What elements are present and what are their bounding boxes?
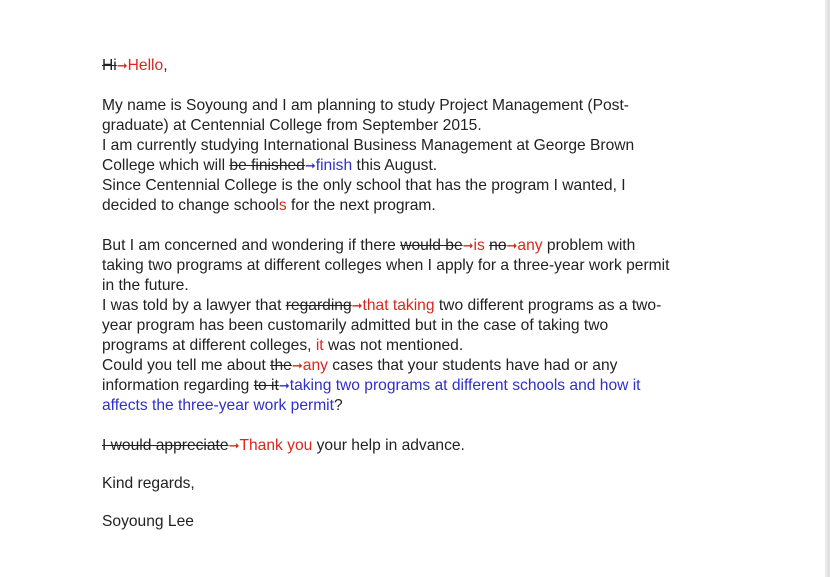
text-line: taking two programs at different colleges when I apply for a three-year work permit [102, 257, 670, 274]
text-line: affects the three-year work permit? [102, 397, 343, 414]
deleted-text: I would appreciate [102, 437, 229, 454]
letter-body [102, 56, 722, 532]
text-line: year program has been customarily admitted but in the case of taking two [102, 317, 609, 334]
blue-arrow-icon: ➞ [304, 158, 316, 173]
signature-line: Soyoung Lee [102, 513, 194, 530]
inserted-text: taking two programs at different schools and how it [289, 377, 641, 394]
red-arrow-icon: ➞ [462, 238, 474, 253]
inserted-text: is [473, 237, 485, 254]
text-line: in the future. [102, 277, 189, 294]
inserted-text: any [517, 237, 543, 254]
red-arrow-icon: ➞ [351, 298, 363, 313]
page-edge-shadow [825, 0, 830, 577]
inserted-text: that taking [362, 297, 435, 314]
text-line: My name is Soyoung and I am planning to study Project Management (Post- [102, 97, 629, 114]
deleted-text: would be [400, 237, 463, 254]
text-line: graduate) at Centennial College from September 2015. [102, 117, 482, 134]
paragraph-gap [102, 76, 722, 96]
red-arrow-icon: ➞ [506, 238, 518, 253]
paragraph-gap [102, 216, 722, 236]
deleted-text: regarding [285, 297, 352, 314]
text-line: I was told by a lawyer that regarding➞that taking two different programs as a two- [102, 297, 662, 314]
text-line: Since Centennial College is the only school that has the program I wanted, I [102, 177, 626, 194]
text-line: Could you tell me about the➞any cases that your students have had or any [102, 357, 618, 374]
closing-line: Kind regards, [102, 475, 195, 492]
text-line: College which will be finished➞finish this August. [102, 157, 438, 174]
deleted-text: be finished [229, 157, 305, 174]
inserted-text: Thank you [239, 437, 313, 454]
red-arrow-icon: ➞ [228, 438, 240, 453]
inserted-text: Hello [127, 57, 164, 74]
text-line: programs at different colleges, it was not mentioned. [102, 337, 464, 354]
deleted-text: to it [253, 377, 279, 394]
inserted-text: finish [315, 157, 353, 174]
text-line: decided to change schools for the next program. [102, 197, 436, 214]
text-line: I would appreciate➞Thank you your help in advance. [102, 437, 465, 454]
red-arrow-icon: ➞ [291, 358, 303, 373]
red-arrow-icon: ➞ [116, 58, 128, 73]
inserted-text: s [278, 197, 287, 214]
text-line: information regarding to it➞taking two programs at different schools and how it [102, 377, 641, 394]
deleted-text: the [270, 357, 292, 374]
greeting-line: Hi➞Hello, [102, 57, 168, 74]
paragraph-gap [102, 456, 722, 474]
inserted-text: it [315, 337, 324, 354]
blue-arrow-icon: ➞ [278, 378, 290, 393]
deleted-text: Hi [102, 57, 117, 74]
inserted-text: any [302, 357, 328, 374]
paragraph-gap [102, 416, 722, 436]
text-line: I am currently studying International Business Management at George Brown [102, 137, 635, 154]
inserted-text: affects the three-year work permit [102, 397, 334, 414]
paragraph-gap [102, 494, 722, 512]
text-line: But I am concerned and wondering if there would be➞is no➞any problem with [102, 237, 636, 254]
deleted-text: no [489, 237, 507, 254]
